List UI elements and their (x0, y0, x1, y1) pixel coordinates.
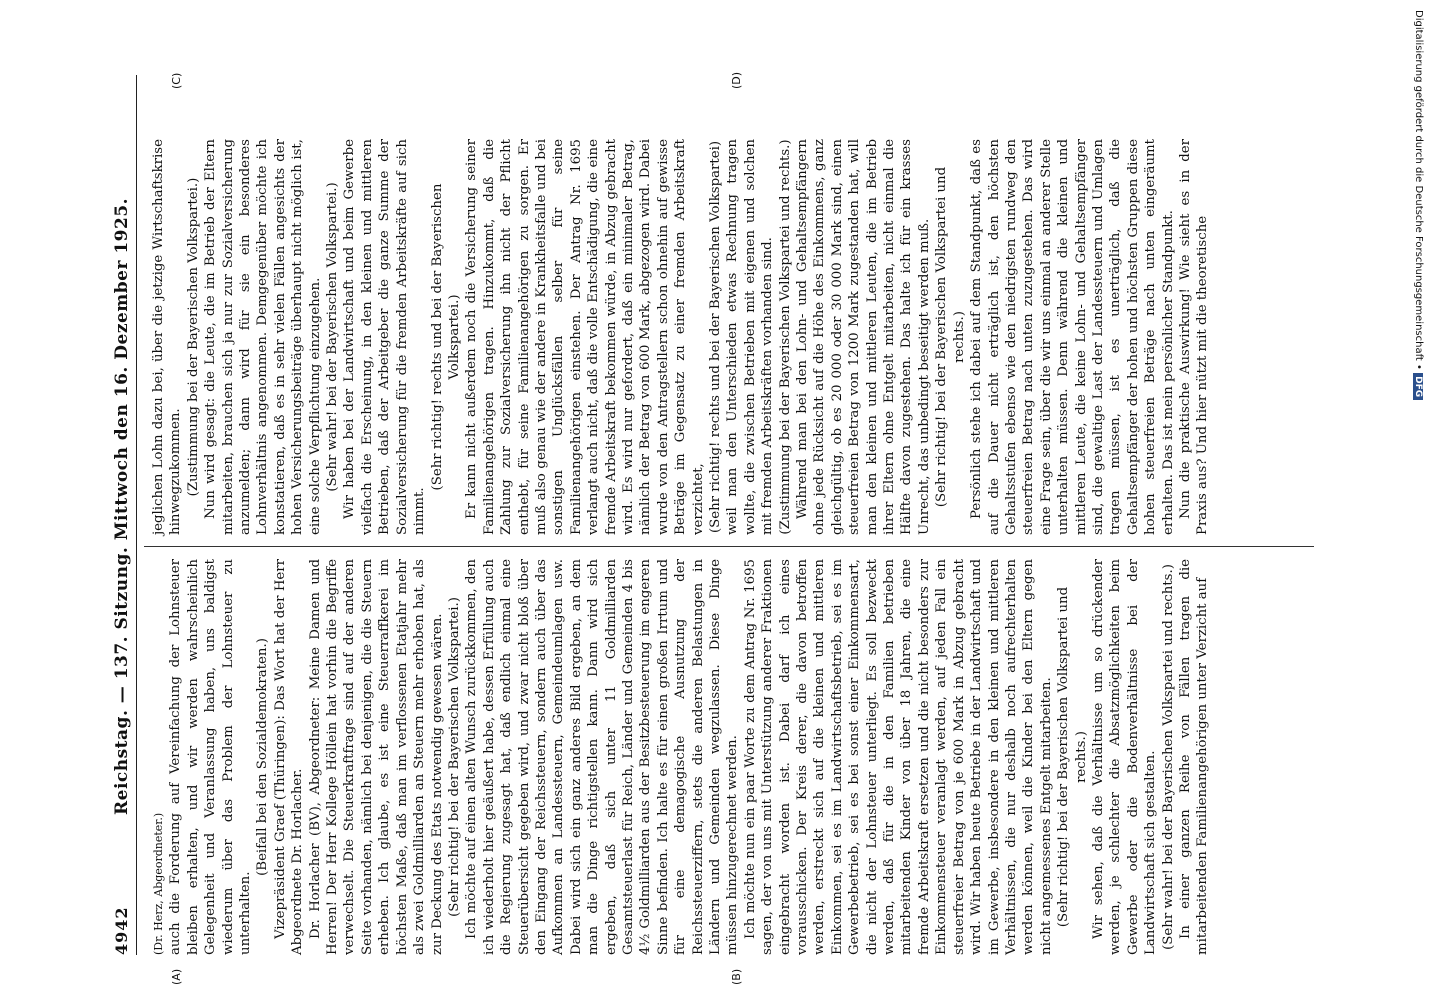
interjection: (Sehr richtig! bei der Bayerischen Volkspartei.) (446, 597, 462, 917)
dfg-logo: DFG (1413, 373, 1423, 400)
interjection: (Sehr richtig! bei der Bayerischen Volkspartei und rechts.) (1056, 586, 1089, 928)
paragraph: Dr. Horlacher (BV), Abgeordneter: Meine Damen und Herren! Der Herr Kollege Höllein hat vorhin die Begriffe verwechselt. Die Steuerkraftfrage sind auf der anderen Seite vorhanden, nämlich bei denjenigen, die die Steuern erheben. Ich glaube, es ist eine Steuerraffkerei im höchsten Maße, daß man im verflossenen Etatjahr mehr als zwei Goldmilliarden an Steuern mehr erhoben hat, als zur Deckung des Etats notwendig gewesen wären. (307, 559, 445, 955)
left-column (150, 559, 1212, 955)
interjection: (Sehr richtig! rechts und bei der Bayerischen Volkspartei.) (429, 183, 462, 491)
paragraph: In einer ganzen Reihe von Fällen tragen die mitarbeitenden Familienangehörigen unter Verzicht auf (1177, 559, 1211, 955)
paragraph: Nun wird gesagt: die Leute, die im Betrieb der Eltern mitarbeiten, brauchen sich ja nur zur Sozialversicherung anzumelden; dann wird für sie ein besonderes Lohnverhältnis angenommen. Demgegenüber möchte ich konstatieren, daß es in sehr vielen Fällen angesichts der hohen Versicherungsbeiträge überhaupt nicht möglich ist, eine solche Verpflichtung einzugehen. (203, 139, 323, 535)
digitization-note (1410, 10, 1426, 990)
margin-mark-c: (C) (170, 72, 183, 89)
paragraph: weil man den Unterschieden etwas Rechnung tragen wollte, die zwischen Betrieben mit eigenen und solchen mit fremden Arbeitskräften vorhanden sind. (725, 139, 776, 535)
paragraph: jeglichen Lohn dazu bei, über die jetzige Wirtschaftskrise hinwegzukommen. (151, 139, 184, 535)
page-title: Reichstag. — 137. Sitzung. Mittwoch den 16. Dezember 1925. (112, 197, 132, 815)
interjection: (Sehr wahr! bei der Bayerischen Volkspartei.) (325, 182, 341, 492)
paragraph: auch die Forderung auf Vereinfachung der Lohnsteuer bleiben erhalten, und wir werden wahrscheinlich Gelegenheit und Veranlassung haben, uns baldigst wiederum über das Problem der Lohnsteuer zu unterhalten. (168, 559, 254, 955)
paragraph: Wir haben bei der Landwirtschaft und beim Gewerbe vielfach die Erscheinung, in den kleinen und mittleren Betrieben, daß der Arbeitgeber die ganze Summe der Sozialversicherung für die fremden Arbeitskräfte auf sich nimmt. (342, 139, 428, 535)
paragraph: Er kann nicht außerdem noch die Versicherung seiner Familienangehörigen tragen. Hinzukommt, daß die Zahlung zur Sozialversicherung ihn nicht der Pflicht enthebt, für seine Familienangehörigen zu sorgen. Er muß also genau wie der andere in Krankheitsfalle und bei sonstigen Unglücksfällen selber für seine Familienangehörigen einstehen. Der Antrag Nr. 1695 verlangt auch nicht, daß die volle Entschädigung, die eine fremde Arbeitskraft bekommen würde, in Abzug gebracht wird. Es wird nur gefordert, daß ein minimaler Betrag, nämlich der Betrag von 600 Mark, abgezogen wird. Dabei wurde von den Antragstellern schon ohnehin auf gewisse Beträge im Gegensatz zu einer fremden Arbeitskraft verzichtet, (464, 139, 706, 535)
digitization-credit: Digitalisierung gefördert durch die Deutsche Forschungsgemeinschaft • (1413, 10, 1424, 370)
interjection: (Zustimmung bei der Bayerischen Volkspartei und rechts.) (777, 139, 793, 535)
paragraph: Ich möchte auf einen alten Wunsch zurückkommen, den ich wiederholt hier geäußert habe, dessen Erfüllung auch die Regierung zugesagt hat, daß endlich einmal eine Steuerübersicht gegeben wird, und zwar nicht bloß über den Eingang der Reichssteuern, sondern auch über das Aufkommen an Landessteuern, Gemeindeumlagen usw. Dabei wird sich ein ganz anderes Bild ergeben, an dem man die Dinge richtigstellen kann. Dann wird sich ergeben, daß sich unter 11 Goldmilliarden Gesamtsteuerlast für Reich, Länder und Gemeinden 4 bis 4½ Goldmilliarden aus der Besitzbesteuerung im engeren Sinne befinden. Ich halte es für einen großen Irrtum und für eine demagogische Ausnutzung der Reichssteuerziffern, stets die anderen Belastungen in Ländern und Gemeinden wegzulassen. Diese Dinge müssen hinzugerechnet werden. (464, 559, 741, 955)
interjection: (Zustimmung bei der Bayerischen Volkspartei.) (185, 177, 201, 497)
page-header (110, 75, 137, 955)
margin-mark-a: (A) (170, 968, 183, 985)
rotated-page (110, 71, 1315, 985)
margin-mark-d: (D) (730, 71, 743, 89)
interjection: (Sehr richtig! bei der Bayerischen Volkspartei und rechts.) (934, 166, 967, 508)
speaker-continuation: (Dr. Herz, Abgeordneter.) (152, 812, 165, 955)
interjection: (Sehr richtig! rechts und bei der Bayerischen Volkspartei) (708, 140, 723, 534)
interjection: (Beifall bei den Sozialdemokraten.) (255, 638, 271, 876)
paragraph: Wir sehen, daß die Verhältnisse um so drückender werden, je schlechter die Absatzmöglichkeiten beim Gewerbe oder die Bodenverhältnisse bei der Landwirtschaft sich gestalten. (1090, 559, 1159, 955)
paragraph: Persönlich stehe ich dabei auf dem Standpunkt, daß es auf die Dauer nicht erträglich ist, den höchsten Gehaltsstufen ebenso wie den niedrigsten rundweg den steuerfreien Betrag nach unten zuzugestehen. Das wird eine Frage sein, über die wir uns einmal an anderer Stelle unterhalten müssen. Denn während die kleinen und mittleren Leute, die keine Lohn- und Gehaltsempfänger sind, die gewaltige Last der Landessteuern und Umlagen tragen müssen, ist es unerträglich, daß die Gehaltsempfänger der hohen und höchsten Gruppen diese hohen steuerfreien Beträge nach unten eingeräumt erhalten. Das ist mein persönlicher Standpunkt. (969, 139, 1176, 535)
page-number: 4942 (112, 906, 131, 955)
paragraph: Nun die praktische Auswirkung! Wie sieht es in der Praxis aus? Und hier nützt mit die theoretische (1177, 139, 1211, 535)
right-column (150, 139, 1212, 535)
paragraph: Vizepräsident Graef (Thüringen): Das Wort hat der Herr Abgeordnete Dr. Horlacher. (272, 559, 306, 955)
interjection: (Sehr wahr! bei der Bayerischen Volkspartei und rechts.) (1160, 564, 1176, 950)
column-divider (144, 546, 1314, 547)
paragraph: Ich möchte nun ein paar Worte zu dem Antrag Nr. 1695 sagen, der von uns mit Unterstützung anderer Fraktionen eingebracht worden ist. Dabei darf ich eines vorausschicken. Der Kreis derer, die davon betroffen werden, erstreckt sich auf die kleinen und mittleren Einkommen, sei es im Landwirtschaftsbetrieb, sei es im Gewerbebetrieb, sei es bei sonst einer Einkommensart, die nicht der Lohnsteuer unterliegt. Es soll bezweckt werden, daß für die in den Familien betrieben mitarbeitenden Kinder von über 18 Jahren, die eine fremde Arbeitskraft ersetzen und die nicht besonders zur Einkommensteuer veranlagt werden, auf jeden Fall ein steuerfreier Betrag von je 600 Mark in Abzug gebracht wird. Wir haben heute Betriebe in der Landwirtschaft und im Gewerbe, insbesondere in den kleinen und mittleren Verhältnissen, die nur deshalb noch aufrechterhalten werden können, weil die Kinder bei den Eltern gegen nicht angemessenes Entgelt mitarbeiten. (742, 559, 1054, 955)
paragraph: Während man bei den Lohn- und Gehaltsempfängern ohne jede Rücksicht auf die Höhe des Einkommens, ganz gleichgültig, ob es 20 000 oder 30 000 Mark sind, einen steuerfreien Betrag von 1200 Mark zugestanden hat, will man den kleinen und mittleren Leuten, die im Betrieb ihrer Eltern ohne Entgelt mitarbeiten, nicht einmal die Hälfte davon zugestehen. Das halte ich für ein krasses Unrecht, das unbedingt beseitigt werden muß. (795, 139, 932, 535)
margin-mark-b: (B) (730, 968, 743, 985)
